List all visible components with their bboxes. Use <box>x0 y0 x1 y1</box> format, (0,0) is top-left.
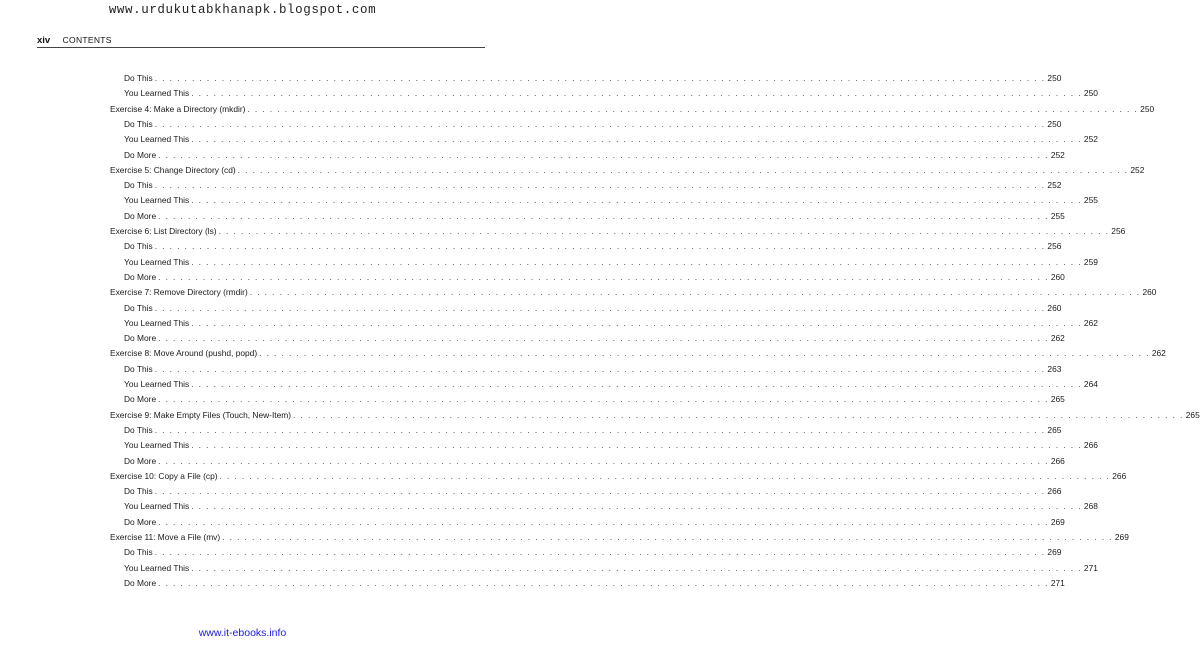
toc-entry-page: 260 <box>1050 271 1065 282</box>
dot-leader: . . . . . . . . . . . . . . . . . . . . . . . . . . . . . . . . . . . . . . . . . . . . . . . . . . . . . . . . . . . . . . . . . . . . . . . . . . . . . . . . . . . . . . . . . . . . . . . . . . . . . . . . . . . . . . . . . . . . . . . . <box>219 470 1111 481</box>
dot-leader: . . . . . . . . . . . . . . . . . . . . . . . . . . . . . . . . . . . . . . . . . . . . . . . . . . . . . . . . . . . . . . . . . . . . . . . . . . . . . . . . . . . . . . . . . . . . . . . . . . . . . . . . . . . . . . . . . . . . . . . . <box>222 532 1113 542</box>
toc-exercise-entry[interactable] <box>110 224 1126 238</box>
toc-subentry[interactable] <box>124 255 1098 269</box>
toc-subentry[interactable] <box>124 515 1065 529</box>
toc-entry-page: 255 <box>1050 210 1065 221</box>
dot-leader: . . . . . . . . . . . . . . . . . . . . . . . . . . . . . . . . . . . . . . . . . . . . . . . . . . . . . . . . . . . . . . . . . . . . . . . . . . . . . . . . . . . . . . . . . . . . . . . . . . . . . . . . . . . . . . . . . . . . . . . . <box>154 302 1046 313</box>
toc-entry-page: 252 <box>1047 180 1062 191</box>
toc-entry-title: Do More <box>124 149 157 160</box>
dot-leader: . . . . . . . . . . . . . . . . . . . . . . . . . . . . . . . . . . . . . . . . . . . . . . . . . . . . . . . . . . . . . . . . . . . . . . . . . . . . . . . . . . . . . . . . . . . . . . . . . . . . . . . . . . . . . . . . . . . . . . . . <box>191 501 1082 512</box>
header-rule <box>37 47 485 48</box>
toc-subentry[interactable] <box>124 331 1065 345</box>
toc-subentry[interactable] <box>124 117 1062 131</box>
dot-leader: . . . . . . . . . . . . . . . . . . . . . . . . . . . . . . . . . . . . . . . . . . . . . . . . . . . . . . . . . . . . . . . . . . . . . . . . . . . . . . . . . . . . . . . . . . . . . . . . . . . . . . . . . . . . . . . . . . . . . . . . <box>237 164 1129 175</box>
toc-subentry[interactable] <box>124 239 1062 253</box>
dot-leader: . . . . . . . . . . . . . . . . . . . . . . . . . . . . . . . . . . . . . . . . . . . . . . . . . . . . . . . . . . . . . . . . . . . . . . . . . . . . . . . . . . . . . . . . . . . . . . . . . . . . . . . . . . . . . . . . . . . . . . . . <box>218 226 1110 236</box>
dot-leader: . . . . . . . . . . . . . . . . . . . . . . . . . . . . . . . . . . . . . . . . . . . . . . . . . . . . . . . . . . . . . . . . . . . . . . . . . . . . . . . . . . . . . . . . . . . . . . . . . . . . . . . . . . . . . . . . . . . . . . . . <box>154 363 1046 374</box>
toc-entry-page: 262 <box>1050 333 1065 344</box>
toc-entry-title: Do This <box>124 180 153 191</box>
toc-entry-title: Do More <box>124 271 157 282</box>
toc-entry-title: You Learned This <box>124 195 190 206</box>
dot-leader: . . . . . . . . . . . . . . . . . . . . . . . . . . . . . . . . . . . . . . . . . . . . . . . . . . . . . . . . . . . . . . . . . . . . . . . . . . . . . . . . . . . . . . . . . . . . . . . . . . . . . . . . . . . . . . . . . . . . . . . . <box>191 195 1082 206</box>
toc-entry-page: 271 <box>1083 562 1098 573</box>
toc-subentry[interactable] <box>124 71 1062 85</box>
toc-entry-page: 255 <box>1083 195 1098 206</box>
toc-subentry[interactable] <box>124 484 1062 498</box>
toc-exercise-entry[interactable] <box>110 530 1129 544</box>
toc-entry-title: Do More <box>124 577 157 588</box>
toc-entry-title: Do This <box>124 363 153 374</box>
dot-leader: . . . . . . . . . . . . . . . . . . . . . . . . . . . . . . . . . . . . . . . . . . . . . . . . . . . . . . . . . . . . . . . . . . . . . . . . . . . . . . . . . . . . . . . . . . . . . . . . . . . . . . . . . . . . . . . . . . . . . . . . <box>247 103 1139 114</box>
toc-entry-page: 266 <box>1050 455 1065 466</box>
toc-entry-title: Exercise 10: Copy a File (cp) <box>110 470 218 481</box>
toc-entry-title: Do This <box>124 241 153 252</box>
toc-subentry[interactable] <box>124 377 1098 391</box>
toc-entry-page: 252 <box>1130 164 1145 175</box>
dot-leader: . . . . . . . . . . . . . . . . . . . . . . . . . . . . . . . . . . . . . . . . . . . . . . . . . . . . . . . . . . . . . . . . . . . . . . . . . . . . . . . . . . . . . . . . . . . . . . . . . . . . . . . . . . . . . . . . . . . . . . . . <box>191 379 1082 389</box>
toc-exercise-entry[interactable] <box>110 469 1127 483</box>
toc-exercise-entry[interactable] <box>110 285 1157 299</box>
dot-leader: . . . . . . . . . . . . . . . . . . . . . . . . . . . . . . . . . . . . . . . . . . . . . . . . . . . . . . . . . . . . . . . . . . . . . . . . . . . . . . . . . . . . . . . . . . . . . . . . . . . . . . . . . . . . . . . . . . . . . . . . <box>154 241 1046 252</box>
toc-entry-title: Do This <box>124 302 153 313</box>
toc-subentry[interactable] <box>124 193 1098 207</box>
toc-entry-title: Do This <box>124 486 153 497</box>
toc-entry-title: Do More <box>124 516 157 527</box>
toc-entry-page: 256 <box>1047 241 1062 252</box>
toc-subentry[interactable] <box>124 178 1062 192</box>
toc-subentry[interactable] <box>124 454 1065 468</box>
dot-leader: . . . . . . . . . . . . . . . . . . . . . . . . . . . . . . . . . . . . . . . . . . . . . . . . . . . . . . . . . . . . . . . . . . . . . . . . . . . . . . . . . . . . . . . . . . . . . . . . . . . . . . . . . . . . . . . . . . . . . . . . <box>191 256 1082 267</box>
toc-entry-title: Do This <box>124 424 153 435</box>
dot-leader: . . . . . . . . . . . . . . . . . . . . . . . . . . . . . . . . . . . . . . . . . . . . . . . . . . . . . . . . . . . . . . . . . . . . . . . . . . . . . . . . . . . . . . . . . . . . . . . . . . . . . . . . . . . . . . . . . . . . . . . . <box>158 455 1049 466</box>
toc-entry-page: 264 <box>1083 379 1098 389</box>
dot-leader: . . . . . . . . . . . . . . . . . . . . . . . . . . . . . . . . . . . . . . . . . . . . . . . . . . . . . . . . . . . . . . . . . . . . . . . . . . . . . . . . . . . . . . . . . . . . . . . . . . . . . . . . . . . . . . . . . . . . . . . . <box>158 210 1049 221</box>
dot-leader: . . . . . . . . . . . . . . . . . . . . . . . . . . . . . . . . . . . . . . . . . . . . . . . . . . . . . . . . . . . . . . . . . . . . . . . . . . . . . . . . . . . . . . . . . . . . . . . . . . . . . . . . . . . . . . . . . . . . . . . . <box>158 577 1049 588</box>
toc-entry-title: Exercise 7: Remove Directory (rmdir) <box>110 287 248 298</box>
dot-leader: . . . . . . . . . . . . . . . . . . . . . . . . . . . . . . . . . . . . . . . . . . . . . . . . . . . . . . . . . . . . . . . . . . . . . . . . . . . . . . . . . . . . . . . . . . . . . . . . . . . . . . . . . . . . . . . . . . . . . . . . <box>259 348 1150 359</box>
toc-entry-page: 262 <box>1083 317 1098 328</box>
toc-entry-title: Exercise 8: Move Around (pushd, popd) <box>110 348 258 359</box>
toc-subentry[interactable] <box>124 545 1062 559</box>
toc-entry-page: 252 <box>1083 134 1098 145</box>
page-number: xiv <box>37 35 51 46</box>
dot-leader: . . . . . . . . . . . . . . . . . . . . . . . . . . . . . . . . . . . . . . . . . . . . . . . . . . . . . . . . . . . . . . . . . . . . . . . . . . . . . . . . . . . . . . . . . . . . . . . . . . . . . . . . . . . . . . . . . . . . . . . . <box>154 486 1046 497</box>
toc-entry-page: 260 <box>1047 302 1062 313</box>
toc-exercise-entry[interactable] <box>110 163 1145 177</box>
dot-leader: . . . . . . . . . . . . . . . . . . . . . . . . . . . . . . . . . . . . . . . . . . . . . . . . . . . . . . . . . . . . . . . . . . . . . . . . . . . . . . . . . . . . . . . . . . . . . . . . . . . . . . . . . . . . . . . . . . . . . . . . <box>191 440 1082 451</box>
toc-entry-title: Do More <box>124 210 157 221</box>
toc-entry-page: 252 <box>1050 149 1065 160</box>
toc-entry-page: 266 <box>1047 486 1062 497</box>
toc-entry-page: 262 <box>1151 348 1166 359</box>
toc-subentry[interactable] <box>124 86 1098 100</box>
toc-entry-page: 271 <box>1050 577 1065 588</box>
toc-entry-page: 259 <box>1083 256 1098 267</box>
toc-exercise-entry[interactable] <box>110 346 1166 360</box>
dot-leader: . . . . . . . . . . . . . . . . . . . . . . . . . . . . . . . . . . . . . . . . . . . . . . . . . . . . . . . . . . . . . . . . . . . . . . . . . . . . . . . . . . . . . . . . . . . . . . . . . . . . . . . . . . . . . . . . . . . . . . . . <box>158 394 1049 405</box>
section-title: CONTENTS <box>62 35 112 45</box>
toc-exercise-entry[interactable] <box>110 408 1200 422</box>
toc-entry-title: Exercise 5: Change Directory (cd) <box>110 164 236 175</box>
toc-subentry[interactable] <box>124 209 1065 223</box>
dot-leader: . . . . . . . . . . . . . . . . . . . . . . . . . . . . . . . . . . . . . . . . . . . . . . . . . . . . . . . . . . . . . . . . . . . . . . . . . . . . . . . . . . . . . . . . . . . . . . . . . . . . . . . . . . . . . . . . . . . . . . . . <box>154 547 1046 558</box>
dot-leader: . . . . . . . . . . . . . . . . . . . . . . . . . . . . . . . . . . . . . . . . . . . . . . . . . . . . . . . . . . . . . . . . . . . . . . . . . . . . . . . . . . . . . . . . . . . . . . . . . . . . . . . . . . . . . . . . . . . . . . . . <box>154 73 1046 83</box>
dot-leader: . . . . . . . . . . . . . . . . . . . . . . . . . . . . . . . . . . . . . . . . . . . . . . . . . . . . . . . . . . . . . . . . . . . . . . . . . . . . . . . . . . . . . . . . . . . . . . . . . . . . . . . . . . . . . . . . . . . . . . . . <box>158 149 1049 160</box>
toc-entry-title: You Learned This <box>124 379 190 389</box>
toc-subentry[interactable] <box>124 316 1098 330</box>
toc-subentry[interactable] <box>124 392 1065 406</box>
toc-entry-page: 269 <box>1047 547 1062 558</box>
toc-entry-page: 256 <box>1111 226 1126 236</box>
toc-entry-title: Exercise 11: Move a File (mv) <box>110 532 221 542</box>
toc-subentry[interactable] <box>124 423 1062 437</box>
toc-entry-title: You Learned This <box>124 317 190 328</box>
toc-entry-page: 266 <box>1083 440 1098 451</box>
toc-entry-title: Exercise 4: Make a Directory (mkdir) <box>110 103 246 114</box>
toc-entry-page: 250 <box>1083 88 1098 99</box>
toc-entry-page: 266 <box>1112 470 1127 481</box>
dot-leader: . . . . . . . . . . . . . . . . . . . . . . . . . . . . . . . . . . . . . . . . . . . . . . . . . . . . . . . . . . . . . . . . . . . . . . . . . . . . . . . . . . . . . . . . . . . . . . . . . . . . . . . . . . . . . . . . . . . . . . . . <box>154 180 1046 191</box>
dot-leader: . . . . . . . . . . . . . . . . . . . . . . . . . . . . . . . . . . . . . . . . . . . . . . . . . . . . . . . . . . . . . . . . . . . . . . . . . . . . . . . . . . . . . . . . . . . . . . . . . . . . . . . . . . . . . . . . . . . . . . . . <box>154 424 1046 435</box>
watermark-url: www.urdukutabkhanapk.blogspot.com <box>108 3 377 17</box>
toc-entry-page: 269 <box>1114 532 1129 542</box>
toc-subentry[interactable] <box>124 148 1065 162</box>
toc-entry-title: Do More <box>124 455 157 466</box>
toc-subentry[interactable] <box>124 438 1098 452</box>
toc-entry-page: 265 <box>1047 424 1062 435</box>
toc-subentry[interactable] <box>124 362 1062 376</box>
dot-leader: . . . . . . . . . . . . . . . . . . . . . . . . . . . . . . . . . . . . . . . . . . . . . . . . . . . . . . . . . . . . . . . . . . . . . . . . . . . . . . . . . . . . . . . . . . . . . . . . . . . . . . . . . . . . . . . . . . . . . . . . <box>249 287 1141 298</box>
toc-entry-page: 260 <box>1142 287 1157 298</box>
toc-entry-page: 250 <box>1047 118 1062 129</box>
toc-subentry[interactable] <box>124 270 1065 284</box>
toc-entry-page: 250 <box>1140 103 1155 114</box>
toc-entry-page: 263 <box>1047 363 1062 374</box>
toc-entry-title: You Learned This <box>124 256 190 267</box>
dot-leader: . . . . . . . . . . . . . . . . . . . . . . . . . . . . . . . . . . . . . . . . . . . . . . . . . . . . . . . . . . . . . . . . . . . . . . . . . . . . . . . . . . . . . . . . . . . . . . . . . . . . . . . . . . . . . . . . . . . . . . . . <box>191 562 1082 573</box>
dot-leader: . . . . . . . . . . . . . . . . . . . . . . . . . . . . . . . . . . . . . . . . . . . . . . . . . . . . . . . . . . . . . . . . . . . . . . . . . . . . . . . . . . . . . . . . . . . . . . . . . . . . . . . . . . . . . . . . . . . . . . . . <box>191 134 1082 145</box>
dot-leader: . . . . . . . . . . . . . . . . . . . . . . . . . . . . . . . . . . . . . . . . . . . . . . . . . . . . . . . . . . . . . . . . . . . . . . . . . . . . . . . . . . . . . . . . . . . . . . . . . . . . . . . . . . . . . . . . . . . . . . . . <box>158 516 1049 527</box>
toc-subentry[interactable] <box>124 301 1062 315</box>
toc-entry-title: You Learned This <box>124 501 190 512</box>
toc-entry-page: 269 <box>1050 516 1065 527</box>
toc-entry-title: Exercise 9: Make Empty Files (Touch, New-Item) <box>110 409 292 420</box>
dot-leader: . . . . . . . . . . . . . . . . . . . . . . . . . . . . . . . . . . . . . . . . . . . . . . . . . . . . . . . . . . . . . . . . . . . . . . . . . . . . . . . . . . . . . . . . . . . . . . . . . . . . . . . . . . . . . . . . . . . . . . . . <box>191 317 1082 328</box>
toc-entry-page: 265 <box>1185 409 1200 420</box>
toc-entry-title: You Learned This <box>124 440 190 451</box>
dot-leader: . . . . . . . . . . . . . . . . . . . . . . . . . . . . . . . . . . . . . . . . . . . . . . . . . . . . . . . . . . . . . . . . . . . . . . . . . . . . . . . . . . . . . . . . . . . . . . . . . . . . . . . . . . . . . . . . . . . . . . . . <box>293 409 1184 420</box>
running-head <box>37 35 112 46</box>
toc-entry-title: You Learned This <box>124 134 190 145</box>
dot-leader: . . . . . . . . . . . . . . . . . . . . . . . . . . . . . . . . . . . . . . . . . . . . . . . . . . . . . . . . . . . . . . . . . . . . . . . . . . . . . . . . . . . . . . . . . . . . . . . . . . . . . . . . . . . . . . . . . . . . . . . . <box>158 271 1049 282</box>
footer-link[interactable]: www.it-ebooks.info <box>198 627 287 639</box>
toc-subentry[interactable] <box>124 132 1098 146</box>
toc-entry-page: 265 <box>1050 394 1065 405</box>
toc-entry-page: 268 <box>1083 501 1098 512</box>
toc-exercise-entry[interactable] <box>110 102 1155 116</box>
toc-entry-title: You Learned This <box>124 562 190 573</box>
toc-subentry[interactable] <box>124 561 1098 575</box>
dot-leader: . . . . . . . . . . . . . . . . . . . . . . . . . . . . . . . . . . . . . . . . . . . . . . . . . . . . . . . . . . . . . . . . . . . . . . . . . . . . . . . . . . . . . . . . . . . . . . . . . . . . . . . . . . . . . . . . . . . . . . . . <box>154 118 1046 129</box>
toc-subentry[interactable] <box>124 499 1098 513</box>
toc-entry-title: Do More <box>124 394 157 405</box>
toc-entry-title: Do This <box>124 73 153 83</box>
toc-entry-page: 250 <box>1047 73 1062 83</box>
toc-entry-title: Do More <box>124 333 157 344</box>
toc-entry-title: Do This <box>124 547 153 558</box>
dot-leader: . . . . . . . . . . . . . . . . . . . . . . . . . . . . . . . . . . . . . . . . . . . . . . . . . . . . . . . . . . . . . . . . . . . . . . . . . . . . . . . . . . . . . . . . . . . . . . . . . . . . . . . . . . . . . . . . . . . . . . . . <box>158 333 1049 344</box>
toc-entry-title: You Learned This <box>124 88 190 99</box>
toc-subentry[interactable] <box>124 576 1065 590</box>
dot-leader: . . . . . . . . . . . . . . . . . . . . . . . . . . . . . . . . . . . . . . . . . . . . . . . . . . . . . . . . . . . . . . . . . . . . . . . . . . . . . . . . . . . . . . . . . . . . . . . . . . . . . . . . . . . . . . . . . . . . . . . . <box>191 88 1082 99</box>
toc-entry-title: Exercise 6: List Directory (ls) <box>110 226 217 236</box>
toc-entry-title: Do This <box>124 118 153 129</box>
